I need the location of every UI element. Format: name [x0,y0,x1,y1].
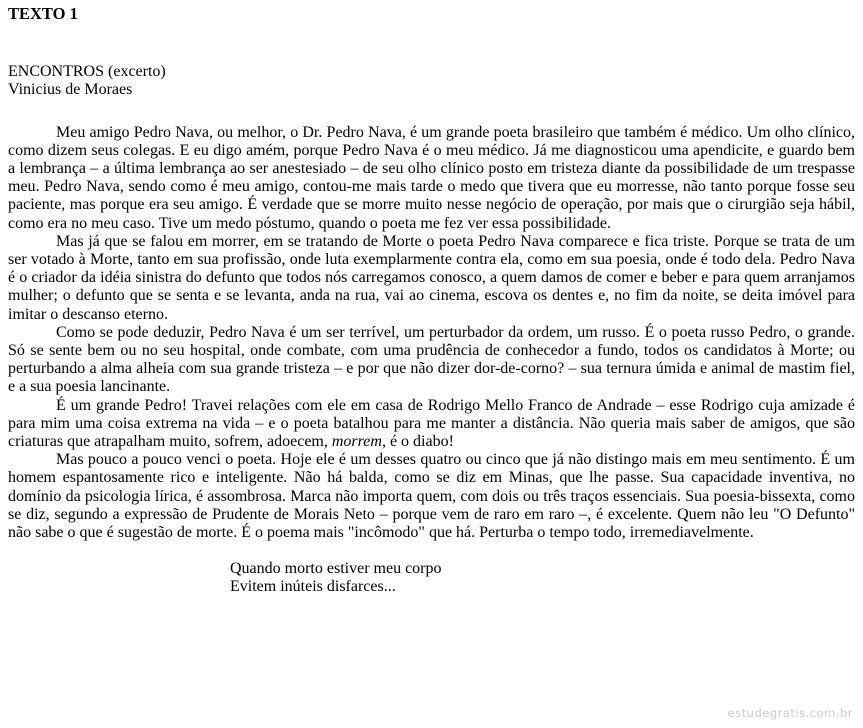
document-body [8,124,855,543]
paragraph-5-text: Mas pouco a pouco venci o poeta. Hoje ele é um desses quatro ou cinco que já não distingo mais em meu sentimento. É um homem espantosamente rico e inteligente. Não há balda, como se diz em Minas, que lhe passe. Sua capacidade inventiva, no domínio da psicologia lírica, é assombrosa. Marca não importa quem, com dois ou três traços essenciais. Sua poesia-bissexta, como se diz, segundo a expressão de Prudente de Morais Neto – porque vem de raro em raro –, é excelente. Quem não leu "O Defunto" não sabe o que é sugestão de morte. É o poema mais "incômodo" que há. Perturba o tempo todo, irremediavelmente. [8,451,855,542]
verse-quote [230,560,855,596]
document-author: Vinicius de Moraes [8,81,133,99]
paragraph-1-text: Meu amigo Pedro Nava, ou melhor, o Dr. Pedro Nava, é um grande poeta brasileiro que também é médico. Um olho clínico, como dizem seus colegas. E eu digo amém, porque Pedro Nava é o meu médico. Já me diagnosticou uma apendicite, e guardo bem a lembrança – a última lembrança ao ser anestesiado – de seu olho clínico posto em tristeza diante da possibilidade de um trespasse meu. Pedro Nava, sendo como é meu amigo, contou-me mais tarde o medo que tivera que eu morresse, não tanto porque fosse seu paciente, mas porque era seu amigo. É verdade que se morre muito nesse negócio de operação, por mais que o cirurgião seja hábil, como era no meu caso. Tive um medo póstumo, quando o poeta me fez ver essa possibilidade. [8,123,855,232]
paragraph-3-text: Como se pode deduzir, Pedro Nava é um ser terrível, um perturbador da ordem, um russo. É o poeta russo Pedro, o grande. Só se sente bem ou no seu hospital, onde combate, com uma prudência de conhecedor a fundo, todos os candidatos à Morte; ou perturbando a alma alheia com sua grande tristeza – e por que não dizer dor-de-corno? – sua ternura úmida e animal de mastim fiel, e a sua poesia lancinante. [8,323,855,396]
verse-line-2: Evitem inúteis disfarces... [230,578,396,596]
paragraph-5 [8,451,855,542]
paragraph-2-text: Mas já que se falou em morrer, em se tratando de Morte o poeta Pedro Nava comparece e fica triste. Porque se trata de um ser votado à Morte, tanto em sua profissão, onde luta exemplarmente contra ela, como em sua poesia, onde é todo dela. Pedro Nava é o criador da idéia sinistra do defunto que todos nós carregamos conosco, a quem damos de comer e beber e para quem arranjamos mulher; o defunto que se senta e se levanta, anda na rua, vai ao cinema, escova os dentes e, no fim da noite, se deita imóvel para imitar o descanso eterno. [8,232,855,323]
watermark-text: estudegratis.com.br [727,705,853,720]
verse-line-1: Quando morto estiver meu corpo [230,560,442,578]
page-title: TEXTO 1 [8,4,78,23]
paragraph-4-text-before: É um grande Pedro! Travei relações com ele em casa de Rodrigo Mello Franco de Andrade – esse Rodrigo cuja amizade é para mim uma coisa extrema na vida – e o poeta batalhou para me manter a distância. Não queria mais saber de amigos, que são criaturas que atrapalham muito, sofrem, adoecem, [8,396,855,451]
paragraph-2 [8,233,855,324]
paragraph-3 [8,324,855,397]
document-header [8,63,855,99]
paragraph-4-text-after: , é o diabo! [381,433,454,451]
paragraph-4 [8,397,855,452]
paragraph-4-italic-word: morrem [331,433,382,451]
paragraph-1 [8,124,855,233]
document-subtitle: ENCONTROS (excerto) [8,63,166,81]
